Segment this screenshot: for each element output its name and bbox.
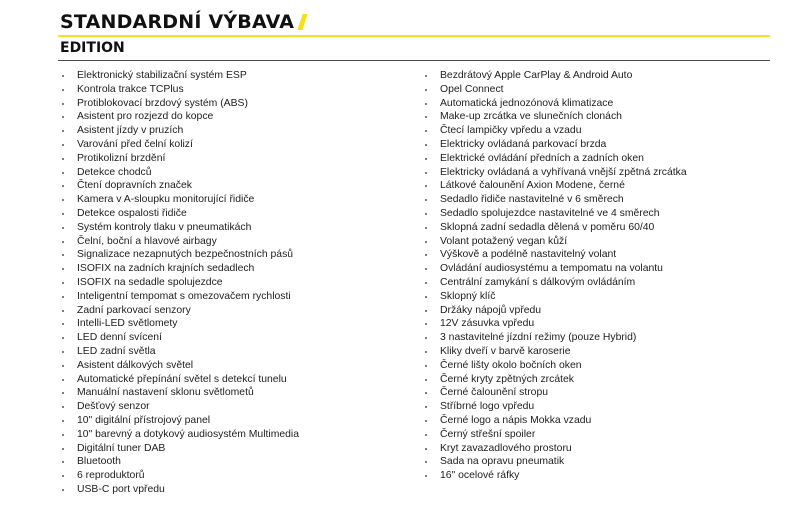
- bullet-icon: [62, 323, 64, 325]
- bullet-icon: [425, 392, 427, 394]
- list-item-label: Sedadlo spolujezdce nastavitelné ve 4 směrech: [440, 207, 660, 219]
- list-item-label: 12V zásuvka vpředu: [440, 318, 535, 330]
- bullet-icon: [425, 89, 427, 91]
- section-title: EDITION: [60, 40, 125, 56]
- list-item: [58, 97, 408, 111]
- list-item-label: Sedadlo řidiče nastavitelné v 6 směrech: [440, 194, 624, 206]
- list-item: [421, 152, 761, 166]
- list-item-label: ISOFIX na sedadle spolujezdce: [77, 276, 223, 288]
- list-item: [421, 331, 761, 345]
- list-item: [421, 193, 761, 207]
- list-item-label: Kliky dveří v barvě karoserie: [440, 345, 571, 357]
- bullet-icon: [425, 241, 427, 243]
- list-item: [421, 166, 761, 180]
- list-item-label: Detekce chodců: [77, 166, 152, 178]
- list-item-label: Protikolizní brzdění: [77, 152, 166, 164]
- list-item-label: Elektronický stabilizační systém ESP: [77, 70, 247, 81]
- bullet-icon: [62, 75, 64, 77]
- bullet-icon: [62, 434, 64, 436]
- list-item: [421, 414, 761, 428]
- bullet-icon: [425, 254, 427, 256]
- list-item: [58, 207, 408, 221]
- list-item: [421, 83, 761, 97]
- list-item: [421, 248, 761, 262]
- page-title: STANDARDNÍ VÝBAVA: [60, 11, 295, 33]
- bullet-icon: [62, 144, 64, 146]
- list-item-label: Černé kryty zpětných zrcátek: [440, 373, 574, 385]
- bullet-icon: [62, 489, 64, 491]
- bullet-icon: [425, 268, 427, 270]
- list-item-label: Čtecí lampičky vpředu a vzadu: [440, 125, 582, 137]
- list-item: [58, 400, 408, 414]
- bullet-icon: [62, 172, 64, 174]
- list-item-label: Elektricky ovládaná parkovací brzda: [440, 138, 607, 150]
- list-item: [58, 152, 408, 166]
- list-item-label: Zadní parkovací senzory: [77, 304, 191, 316]
- list-item-label: Kontrola trakce TCPlus: [77, 83, 184, 95]
- bullet-icon: [425, 158, 427, 160]
- list-item-label: Černý střešní spoiler: [440, 428, 536, 440]
- list-item: [421, 235, 761, 249]
- bullet-icon: [425, 185, 427, 187]
- bullet-icon: [425, 420, 427, 422]
- list-item: [421, 428, 761, 442]
- list-item: [58, 373, 408, 387]
- bullet-icon: [62, 282, 64, 284]
- list-item-label: Varování před čelní kolizí: [77, 138, 193, 150]
- list-item: [421, 69, 761, 83]
- list-item: [421, 290, 761, 304]
- list-item: [58, 69, 408, 83]
- list-item-label: Automatická jednozónová klimatizace: [440, 97, 614, 109]
- bullet-icon: [62, 337, 64, 339]
- equipment-list-right: [421, 69, 761, 483]
- list-item: [58, 276, 408, 290]
- list-item-label: LED denní svícení: [77, 332, 162, 344]
- list-item: [58, 483, 408, 497]
- list-item-label: Manuální nastavení sklonu světlometů: [77, 387, 254, 399]
- list-item: [421, 124, 761, 138]
- bullet-icon: [425, 296, 427, 298]
- bullet-icon: [62, 296, 64, 298]
- list-item-label: 6 reproduktorů: [77, 470, 145, 482]
- list-item-label: Černé logo a nápis Mokka vzadu: [440, 414, 592, 426]
- bullet-icon: [62, 116, 64, 118]
- list-item-label: Asistent jízdy v pruzích: [77, 125, 184, 137]
- list-item: [421, 304, 761, 318]
- list-item: [58, 386, 408, 400]
- bullet-icon: [62, 103, 64, 105]
- bullet-icon: [425, 475, 427, 477]
- list-item-label: 10" digitální přístrojový panel: [77, 414, 211, 426]
- list-item: [421, 276, 761, 290]
- list-item-label: Asistent pro rozjezd do kopce: [77, 111, 214, 123]
- bullet-icon: [425, 103, 427, 105]
- list-item: [58, 345, 408, 359]
- bullet-icon: [62, 130, 64, 132]
- accent-slash-icon: [298, 14, 308, 30]
- list-item: [421, 345, 761, 359]
- list-item: [58, 331, 408, 345]
- top-divider: [58, 35, 770, 37]
- equipment-list-left: [58, 69, 408, 497]
- list-item-label: Sada na opravu pneumatik: [440, 456, 565, 468]
- list-item: [421, 262, 761, 276]
- list-item-label: Asistent dálkových světel: [77, 359, 194, 371]
- list-item-label: Výškově a podélně nastavitelný volant: [440, 249, 617, 261]
- list-item-label: Centrální zamykání s dálkovým ovládáním: [440, 276, 636, 288]
- bullet-icon: [62, 351, 64, 353]
- list-item-label: Detekce ospalosti řidiče: [77, 207, 187, 219]
- list-item: [58, 124, 408, 138]
- bullet-icon: [62, 448, 64, 450]
- bullet-icon: [425, 379, 427, 381]
- list-item-label: Držáky nápojů vpředu: [440, 304, 542, 316]
- bullet-icon: [62, 241, 64, 243]
- list-item: [58, 428, 408, 442]
- bullet-icon: [425, 116, 427, 118]
- list-item-label: Intelli-LED světlomety: [77, 318, 178, 330]
- list-item-label: 16" ocelové ráfky: [440, 470, 520, 482]
- list-item: [421, 138, 761, 152]
- list-item-label: Černé čalounění stropu: [440, 387, 549, 399]
- list-item-label: Elektrické ovládání předních a zadních oken: [440, 152, 644, 164]
- list-item-label: Čelní, boční a hlavové airbagy: [77, 235, 217, 247]
- list-item-label: ISOFIX na zadních krajních sedadlech: [77, 263, 255, 275]
- list-item-label: Opel Connect: [440, 83, 504, 95]
- bullet-icon: [62, 158, 64, 160]
- list-item: [58, 235, 408, 249]
- bullet-icon: [62, 227, 64, 229]
- bullet-icon: [425, 461, 427, 463]
- bullet-icon: [62, 379, 64, 381]
- list-item-label: Bluetooth: [77, 456, 121, 468]
- list-item: [58, 83, 408, 97]
- list-item-label: LED zadní světla: [77, 345, 156, 357]
- bullet-icon: [425, 75, 427, 77]
- list-item: [421, 442, 761, 456]
- bullet-icon: [62, 199, 64, 201]
- list-item-label: Kamera v A-sloupku monitorující řidiče: [77, 194, 255, 206]
- list-item-label: Sklopná zadní sedadla dělená v poměru 60/40: [440, 221, 655, 233]
- bullet-icon: [425, 337, 427, 339]
- list-item: [58, 359, 408, 373]
- bullet-icon: [62, 420, 64, 422]
- list-item: [58, 317, 408, 331]
- bullet-icon: [62, 406, 64, 408]
- list-item: [421, 317, 761, 331]
- bullet-icon: [62, 185, 64, 187]
- bullet-icon: [62, 268, 64, 270]
- list-item-label: Automatické přepínání světel s detekcí tunelu: [77, 373, 287, 385]
- list-item: [421, 386, 761, 400]
- list-item: [58, 262, 408, 276]
- list-item: [421, 221, 761, 235]
- list-item: [58, 442, 408, 456]
- section-divider: [58, 60, 770, 61]
- list-item-label: Inteligentní tempomat s omezovačem rychlosti: [77, 290, 291, 302]
- list-item: [421, 373, 761, 387]
- list-item: [58, 414, 408, 428]
- list-item: [421, 359, 761, 373]
- bullet-icon: [62, 392, 64, 394]
- bullet-icon: [425, 351, 427, 353]
- list-item-label: Sklopný klíč: [440, 290, 496, 302]
- heading-row: [60, 8, 305, 36]
- list-item-label: Ovládání audiosystému a tempomatu na volantu: [440, 263, 663, 275]
- list-item: [58, 166, 408, 180]
- list-item: [421, 97, 761, 111]
- list-item-label: Digitální tuner DAB: [77, 442, 166, 454]
- list-item-label: 10" barevný a dotykový audiosystém Multimedia: [77, 428, 299, 440]
- list-item: [421, 110, 761, 124]
- list-item: [58, 290, 408, 304]
- bullet-icon: [62, 213, 64, 215]
- list-item-label: Signalizace nezapnutých bezpečnostních pásů: [77, 249, 294, 261]
- bullet-icon: [425, 365, 427, 367]
- list-item-label: Make-up zrcátka ve slunečních clonách: [440, 111, 622, 123]
- list-item: [421, 179, 761, 193]
- list-item-label: Stříbrné logo vpředu: [440, 401, 535, 413]
- list-item: [58, 110, 408, 124]
- list-item: [421, 455, 761, 469]
- list-item: [58, 469, 408, 483]
- bullet-icon: [425, 323, 427, 325]
- list-item-label: 3 nastavitelné jízdní režimy (pouze Hybrid): [440, 332, 637, 344]
- bullet-icon: [62, 254, 64, 256]
- list-item-label: Látkové čalounění Axion Modene, černé: [440, 180, 625, 192]
- list-item-label: Čtení dopravních značek: [77, 180, 192, 192]
- bullet-icon: [425, 172, 427, 174]
- list-item: [58, 193, 408, 207]
- list-item-label: Protiblokovací brzdový systém (ABS): [77, 97, 248, 109]
- bullet-icon: [425, 130, 427, 132]
- bullet-icon: [425, 199, 427, 201]
- list-item-label: Dešťový senzor: [77, 401, 150, 413]
- bullet-icon: [62, 475, 64, 477]
- bullet-icon: [62, 365, 64, 367]
- list-item: [421, 207, 761, 221]
- bullet-icon: [62, 310, 64, 312]
- list-item-label: Elektricky ovládaná a vyhřívaná vnější zpětná zrcátka: [440, 166, 687, 178]
- list-item: [58, 455, 408, 469]
- bullet-icon: [425, 282, 427, 284]
- list-item: [58, 304, 408, 318]
- bullet-icon: [425, 213, 427, 215]
- bullet-icon: [425, 434, 427, 436]
- list-item: [58, 138, 408, 152]
- bullet-icon: [62, 89, 64, 91]
- bullet-icon: [425, 227, 427, 229]
- list-item: [58, 179, 408, 193]
- bullet-icon: [425, 144, 427, 146]
- list-item-label: Kryt zavazadlového prostoru: [440, 442, 572, 454]
- bullet-icon: [425, 448, 427, 450]
- bullet-icon: [62, 461, 64, 463]
- list-item: [421, 400, 761, 414]
- list-item: [58, 248, 408, 262]
- bullet-icon: [425, 310, 427, 312]
- list-item-label: Bezdrátový Apple CarPlay & Android Auto: [440, 70, 633, 81]
- list-item: [421, 469, 761, 483]
- bullet-icon: [425, 406, 427, 408]
- list-item: [58, 221, 408, 235]
- list-item-label: USB-C port vpředu: [77, 483, 165, 495]
- list-item-label: Systém kontroly tlaku v pneumatikách: [77, 221, 252, 233]
- list-item-label: Černé lišty okolo bočních oken: [440, 359, 582, 371]
- list-item-label: Volant potažený vegan kůží: [440, 235, 568, 247]
